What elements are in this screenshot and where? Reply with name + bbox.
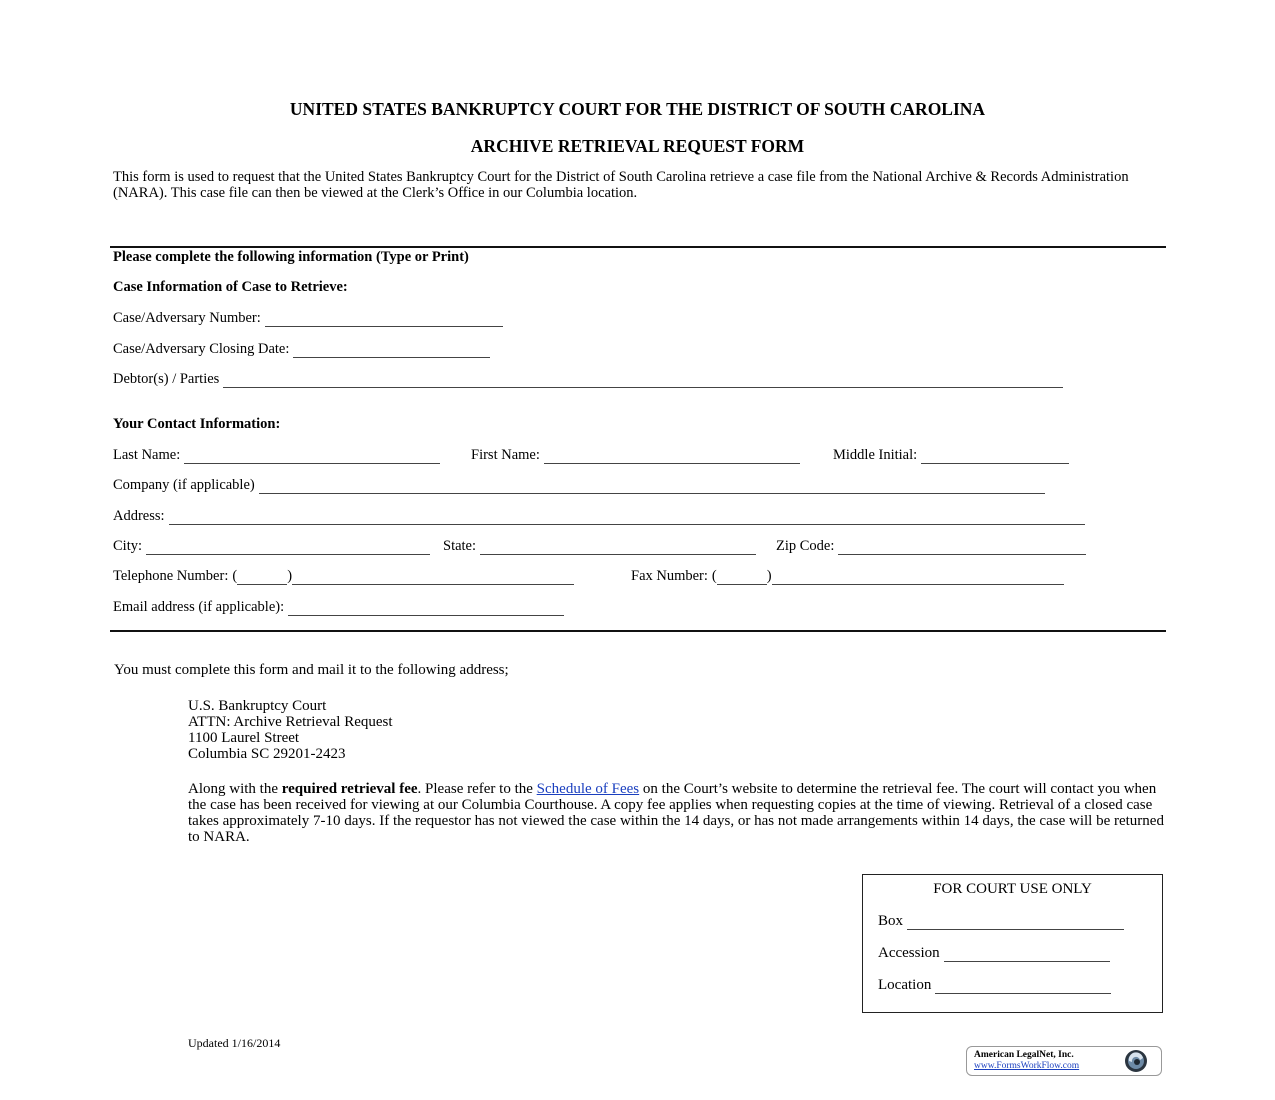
address-line: 1100 Laurel Street xyxy=(188,730,300,746)
debtors-field xyxy=(113,370,1063,388)
intro-paragraph: This form is used to request that the United States Bankruptcy Court for the District of South Carolina retrieve a case file from the National Archive & Records Administration (NARA). This case file can then be viewed at the Clerk’s Office in our Columbia location. xyxy=(113,169,1129,201)
first-name-field xyxy=(471,446,800,464)
fax-paren-open: ( xyxy=(711,568,717,584)
address-input[interactable] xyxy=(169,513,1085,526)
mail-instruction: You must complete this form and mail it to the following address; xyxy=(114,662,509,678)
fax-field xyxy=(631,567,1064,585)
bottom-divider xyxy=(110,630,1166,632)
box-field xyxy=(878,912,1124,930)
first-name-label: First Name: xyxy=(471,447,540,463)
updated-date: Updated 1/16/2014 xyxy=(188,1036,281,1050)
fax-area-code-input[interactable] xyxy=(717,573,767,586)
location-input[interactable] xyxy=(935,982,1111,995)
email-label: Email address (if applicable): xyxy=(113,599,285,615)
city-field xyxy=(113,537,430,555)
address-line: Columbia SC 29201-2423 xyxy=(188,746,346,762)
state-label: State: xyxy=(443,538,477,554)
debtors-input[interactable] xyxy=(223,376,1063,389)
form-instruction: Please complete the following information (Type or Print) xyxy=(113,249,469,265)
first-name-input[interactable] xyxy=(544,452,800,465)
telephone-paren-close: ) xyxy=(287,568,293,584)
top-divider xyxy=(110,246,1166,248)
telephone-area-code-input[interactable] xyxy=(237,573,287,586)
zip-input[interactable] xyxy=(838,543,1086,556)
case-number-label: Case/Adversary Number: xyxy=(113,310,261,326)
state-input[interactable] xyxy=(480,543,756,556)
location-label: Location xyxy=(878,977,932,993)
telephone-number-input[interactable] xyxy=(292,573,574,586)
case-number-field xyxy=(113,309,503,327)
fax-label: Fax Number: xyxy=(631,568,708,584)
telephone-paren-open: ( xyxy=(232,568,238,584)
fee-text-suffix: on the Court’s website to determine the retrieval fee. The court will contact you when the case has been received for viewing at our Columbia Courthouse. A copy fee applies when requesting copies at the time of viewing. Retrieval of a closed case takes approximately 7-10 days. If the requestor has not viewed the case within the 14 days, or has not made arrangements within 14 days, the case will be returned to NARA. xyxy=(188,781,1164,845)
case-number-input[interactable] xyxy=(265,315,503,328)
last-name-input[interactable] xyxy=(184,452,440,465)
email-input[interactable] xyxy=(288,604,564,617)
city-label: City: xyxy=(113,538,143,554)
accession-input[interactable] xyxy=(944,950,1110,963)
address-line: ATTN: Archive Retrieval Request xyxy=(188,714,393,730)
fax-paren-close: ) xyxy=(766,568,772,584)
accession-field xyxy=(878,944,1110,962)
company-input[interactable] xyxy=(259,482,1045,495)
vendor-name: American LegalNet, Inc. xyxy=(974,1050,1074,1060)
company-label: Company (if applicable) xyxy=(113,477,255,493)
address-line: U.S. Bankruptcy Court xyxy=(188,698,327,714)
case-section-heading: Case Information of Case to Retrieve: xyxy=(113,279,348,295)
telephone-field xyxy=(113,567,574,585)
required-fee-emphasis: required retrieval fee xyxy=(281,781,418,797)
middle-initial-input[interactable] xyxy=(921,452,1069,465)
debtors-label: Debtor(s) / Parties xyxy=(113,371,220,387)
schedule-of-fees-link[interactable]: Schedule of Fees xyxy=(536,781,640,797)
last-name-label: Last Name: xyxy=(113,447,181,463)
middle-initial-field xyxy=(833,446,1069,464)
form-title: ARCHIVE RETRIEVAL REQUEST FORM xyxy=(470,136,805,156)
accession-label: Accession xyxy=(878,945,940,961)
fee-text-prefix: Along with the xyxy=(188,781,282,797)
globe-logo-icon xyxy=(1124,1049,1148,1073)
fee-text-mid: . Please refer to the xyxy=(417,781,537,797)
mailing-address xyxy=(188,698,393,762)
fee-paragraph xyxy=(188,781,1168,845)
middle-initial-label: Middle Initial: xyxy=(833,447,918,463)
zip-field xyxy=(776,537,1086,555)
box-label: Box xyxy=(878,913,904,929)
vendor-badge[interactable] xyxy=(966,1046,1162,1076)
telephone-label: Telephone Number: xyxy=(113,568,229,584)
location-field xyxy=(878,976,1111,994)
address-field xyxy=(113,507,1085,525)
court-use-heading: FOR COURT USE ONLY xyxy=(933,881,1092,897)
last-name-field xyxy=(113,446,440,464)
closing-date-field xyxy=(113,340,490,358)
court-title: UNITED STATES BANKRUPTCY COURT FOR THE DISTRICT OF SOUTH CAROLINA xyxy=(289,99,986,119)
contact-section-heading: Your Contact Information: xyxy=(113,416,281,432)
court-use-box xyxy=(862,874,1163,1013)
vendor-url-link[interactable]: www.FormsWorkFlow.com xyxy=(974,1061,1080,1071)
zip-label: Zip Code: xyxy=(776,538,835,554)
address-label: Address: xyxy=(113,508,165,524)
fax-number-input[interactable] xyxy=(772,573,1064,586)
city-input[interactable] xyxy=(146,543,430,556)
closing-date-label: Case/Adversary Closing Date: xyxy=(113,341,290,357)
box-input[interactable] xyxy=(907,918,1124,931)
closing-date-input[interactable] xyxy=(293,346,490,359)
state-field xyxy=(443,537,756,555)
email-field xyxy=(113,598,564,616)
company-field xyxy=(113,476,1045,494)
